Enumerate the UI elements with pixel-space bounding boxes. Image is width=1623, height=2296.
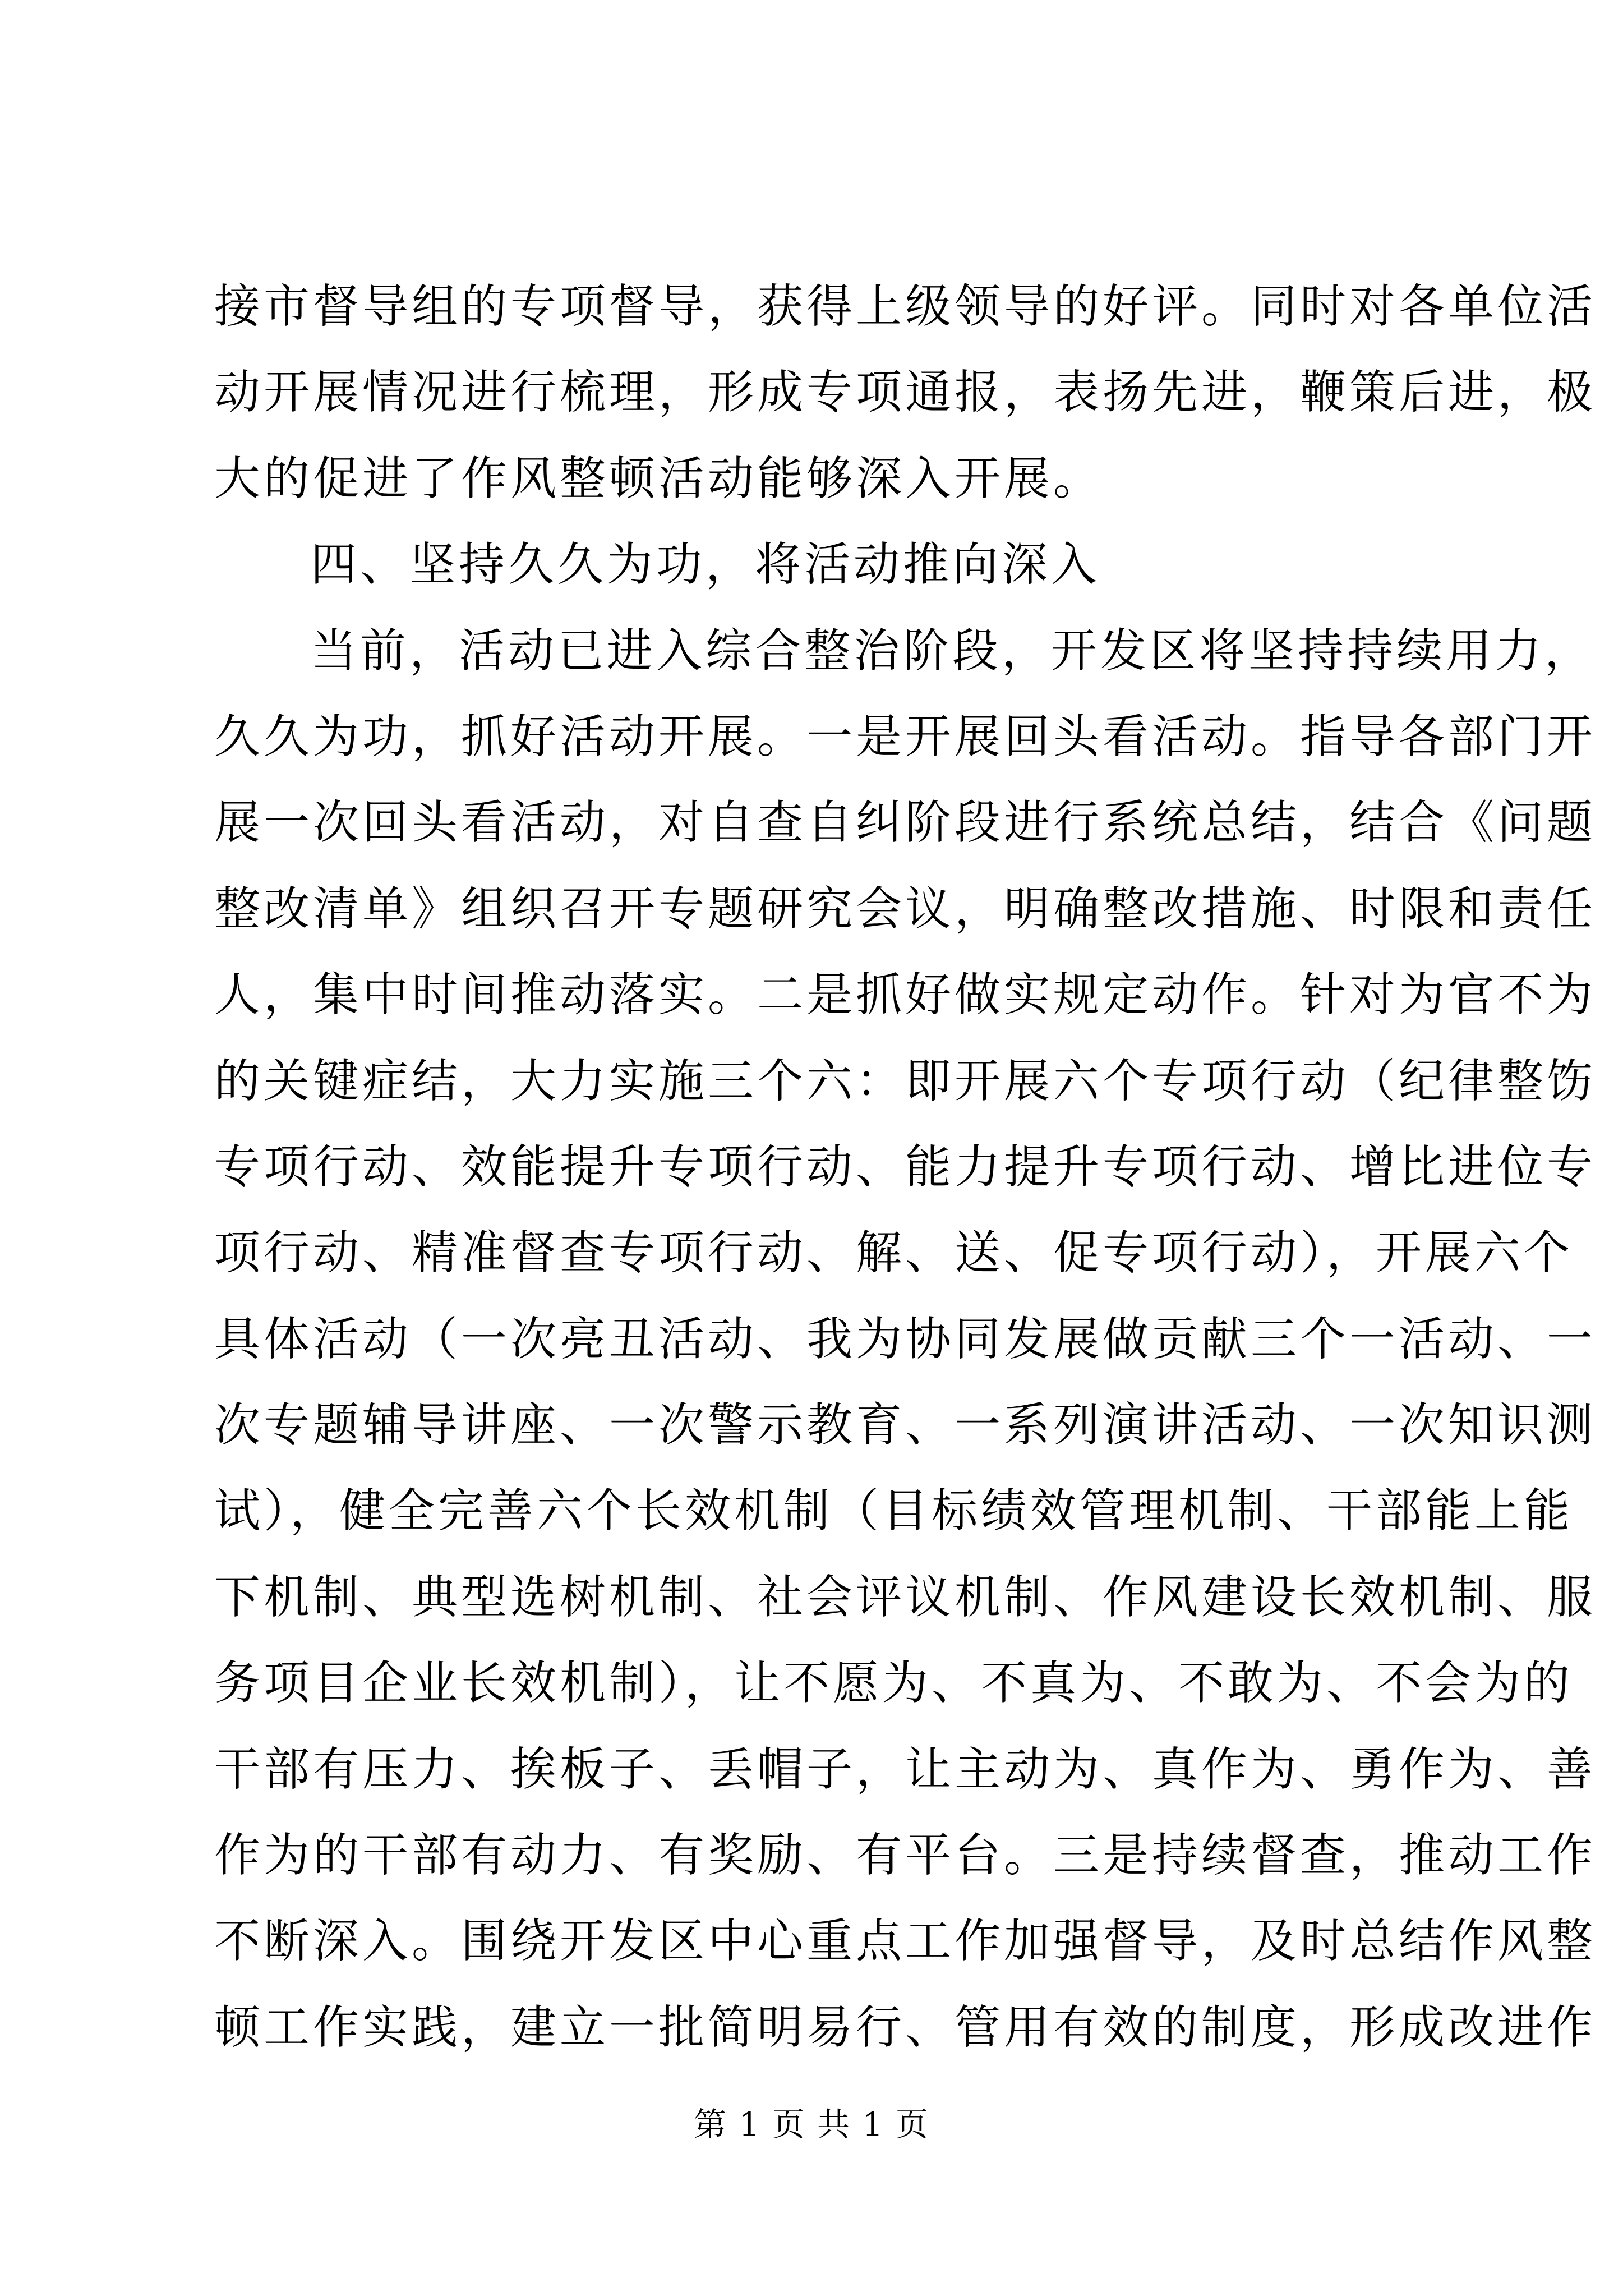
text-line: 整改清单》组织召开专题研究会议，明确整改措施、时限和责任 xyxy=(214,882,1597,936)
text-line: 接市督导组的专项督导，获得上级领导的好评。同时对各单位活 xyxy=(214,280,1597,333)
text-line: 当前，活动已进入综合整治阶段，开发区将坚持持续用力， xyxy=(311,624,1594,678)
section-heading: 四、坚持久久为功，将活动推向深入 xyxy=(311,538,1101,592)
text-line: 项行动、精准督查专项行动、解、送、促专项行动），开展六个 xyxy=(214,1226,1574,1280)
text-line: 专项行动、效能提升专项行动、能力提升专项行动、增比进位专 xyxy=(214,1140,1597,1194)
document-body xyxy=(214,264,1597,2070)
text-line: 次专题辅导讲座、一次警示教育、一系列演讲活动、一次知识测 xyxy=(214,1398,1597,1452)
page-number-footer: 第 1 页 共 1 页 xyxy=(694,2105,929,2143)
text-line: 展一次回头看活动，对自查自纠阶段进行系统总结，结合《问题 xyxy=(214,796,1597,850)
text-line: 不断深入。围绕开发区中心重点工作加强督导，及时总结作风整 xyxy=(214,1915,1597,1968)
text-line: 下机制、典型选树机制、社会评议机制、作风建设长效机制、服 xyxy=(214,1570,1597,1624)
text-line: 久久为功，抓好活动开展。一是开展回头看活动。指导各部门开 xyxy=(214,710,1597,763)
text-line: 试），健全完善六个长效机制（目标绩效管理机制、干部能上能 xyxy=(214,1484,1574,1538)
text-line: 具体活动（一次亮丑活动、我为协同发展做贡献三个一活动、一 xyxy=(214,1312,1597,1366)
text-line: 大的促进了作风整顿活动能够深入开展。 xyxy=(214,452,1103,505)
text-line: 的关键症结，大力实施三个六：即开展六个专项行动（纪律整饬 xyxy=(214,1054,1597,1108)
text-line: 顿工作实践，建立一批简明易行、管用有效的制度，形成改进作 xyxy=(214,2000,1597,2054)
text-line: 人，集中时间推动落实。二是抓好做实规定动作。针对为官不为 xyxy=(214,968,1597,1022)
text-line: 务项目企业长效机制），让不愿为、不真为、不敢为、不会为的 xyxy=(214,1657,1574,1710)
text-line: 干部有压力、挨板子、丢帽子，让主动为、真作为、勇作为、善 xyxy=(214,1742,1597,1796)
text-line: 作为的干部有动力、有奖励、有平台。三是持续督查，推动工作 xyxy=(214,1829,1597,1883)
text-line: 动开展情况进行梳理，形成专项通报，表扬先进，鞭策后进，极 xyxy=(214,366,1597,420)
